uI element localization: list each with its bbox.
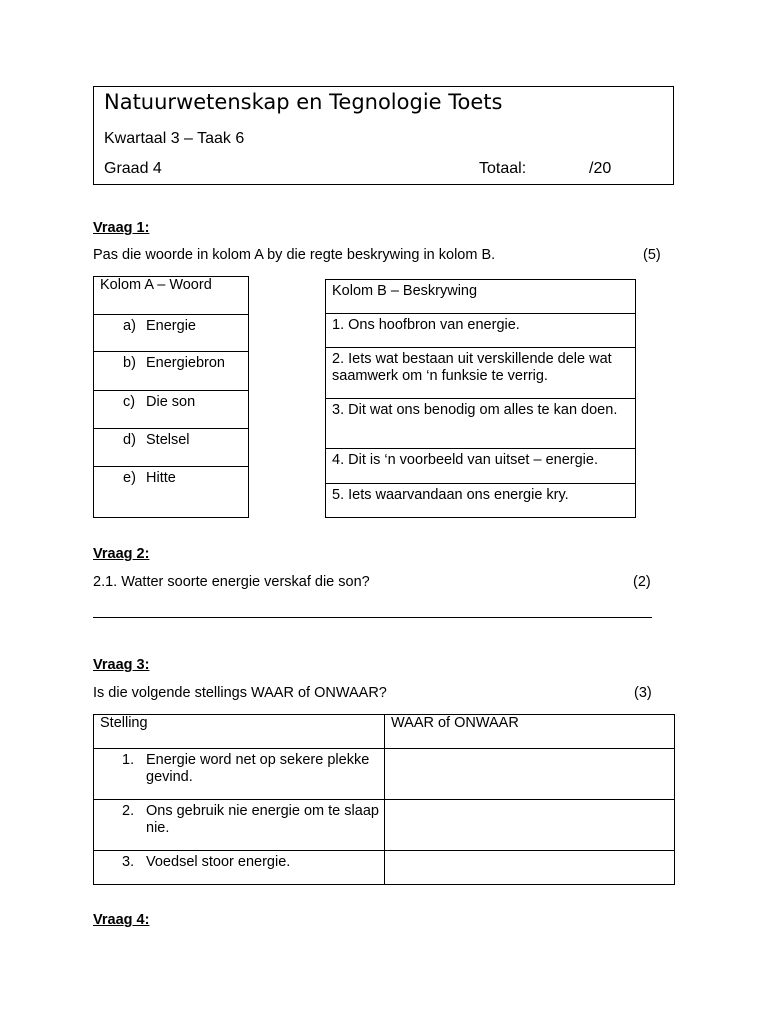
statement-text: Voedsel stoor energie. (146, 854, 291, 870)
statement-number: 1. (122, 752, 135, 768)
item-word: Energiebron (146, 355, 225, 371)
answer-cell[interactable] (385, 749, 675, 800)
item-letter: e) (123, 470, 136, 486)
column-b-table (325, 279, 636, 518)
q4-heading: Vraag 4: (93, 912, 150, 928)
grade-label: Graad 4 (104, 160, 162, 177)
q3-heading: Vraag 3: (93, 657, 150, 673)
column-b-row (326, 449, 636, 484)
column-a-table (93, 276, 249, 518)
column-b-row (326, 348, 636, 399)
q3-instruction: Is die volgende stellings WAAR of ONWAAR? (93, 685, 387, 701)
q2-heading: Vraag 2: (93, 546, 150, 562)
q1-marks: (5) (643, 247, 661, 263)
answer-cell[interactable] (385, 851, 675, 885)
answer-line[interactable] (93, 617, 652, 618)
item-word: Energie (146, 318, 196, 334)
q3-marks: (3) (634, 685, 652, 701)
column-a-header: Kolom A – Woord (100, 277, 212, 293)
description-text: 3. Dit wat ons benodig om alles te kan doen. (332, 402, 618, 418)
q2-marks: (2) (633, 574, 651, 590)
statement-row (94, 749, 675, 800)
item-letter: a) (123, 318, 136, 334)
item-word: Hitte (146, 470, 176, 486)
test-title: Natuurwetenskap en Tegnologie Toets (104, 90, 503, 114)
statement-row (94, 851, 675, 885)
total-label: Totaal: (479, 160, 527, 177)
item-word: Die son (146, 394, 196, 410)
item-letter: c) (123, 394, 136, 410)
description-text: 5. Iets waarvandaan ons energie kry. (332, 487, 569, 503)
q2-question: 2.1. Watter soorte energie verskaf die son? (93, 574, 370, 590)
true-false-table (93, 714, 675, 885)
description-text: 4. Dit is ‘n voorbeeld van uitset – energie. (332, 452, 598, 468)
statement-header: Stelling (100, 715, 148, 731)
term-label: Kwartaal 3 – Taak 6 (104, 130, 245, 147)
statement-number: 3. (122, 854, 135, 870)
column-b-header: Kolom B – Beskrywing (332, 283, 478, 299)
column-b-row (326, 314, 636, 348)
answer-cell[interactable] (385, 800, 675, 851)
column-b-row (326, 484, 636, 518)
item-word: Stelsel (146, 432, 190, 448)
q1-heading: Vraag 1: (93, 220, 150, 236)
true-false-header: WAAR of ONWAAR (391, 715, 519, 731)
column-b-row (326, 399, 636, 449)
total-value: /20 (589, 160, 612, 177)
column-a-row (94, 315, 249, 352)
q1-instruction: Pas die woorde in kolom A by die regte beskrywing in kolom B. (93, 247, 496, 263)
statement-row (94, 800, 675, 851)
column-a-row (94, 391, 249, 429)
column-a-row (94, 429, 249, 467)
statement-number: 2. (122, 803, 135, 819)
column-a-row (94, 352, 249, 391)
item-letter: d) (123, 432, 136, 448)
statement-text: Energie word net op sekere plekke gevind. (146, 752, 370, 785)
statement-text: Ons gebruik nie energie om te slaap nie. (146, 803, 379, 836)
column-a-row (94, 467, 249, 518)
description-text: 2. Iets wat bestaan uit verskillende dele wat saamwerk om ‘n funksie te verrig. (332, 351, 612, 384)
description-text: 1. Ons hoofbron van energie. (332, 317, 520, 333)
item-letter: b) (123, 355, 136, 371)
